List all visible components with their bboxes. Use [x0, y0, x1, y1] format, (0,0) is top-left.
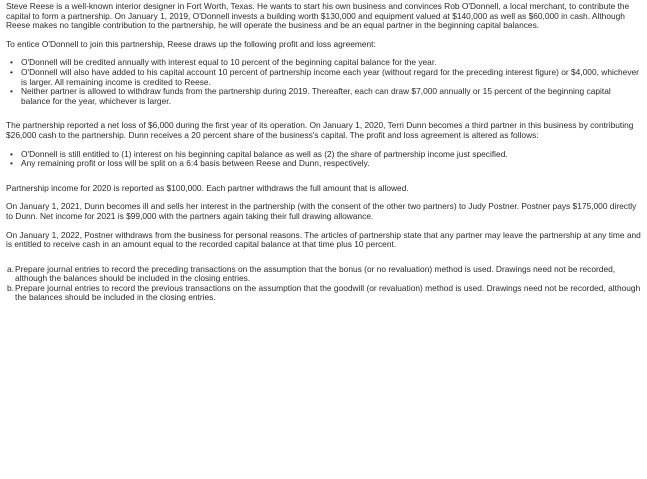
net-loss-paragraph: The partnership reported a net loss of $6,000 during the first year of its operation. On January 1, 2020, Terri Dunn becomes a third partner in this business by contributing $26,000 cash to the partnership. Dunn receives a 20 percent share of the business's capital. The profit and loss agreement is altered as follows:: [6, 120, 634, 140]
requirement-item: [7, 282, 641, 303]
postner-withdrawal-paragraph: On January 1, 2022, Postner withdraws from the business for personal reasons. The articles of partnership state that any partner may leave the partnership at any time and is entitled to receive cash in an amount equal to the recorded capital balance at that time plus 10 percent.: [6, 229, 641, 250]
list-item: • O'Donnell will also have added to his capital account 10 percent of partnership income each year (without regard for the preceding interest figure) or $4,000, whichever is larger. All remaining income is credited to Reese.: [21, 68, 641, 87]
list-item: • O'Donnell will be credited annually with interest equal to 10 percent of the beginning capital balance for the year.: [21, 58, 641, 68]
dunn-sale-paragraph: On January 1, 2021, Dunn becomes ill and sells her interest in the partnership (with the consent of the other two partners) to Judy Postner. Postner pays $175,000 directly to Dunn. Net income for 2021 is $99,000 with the partners again taking their full drawing allowance.: [6, 201, 637, 221]
requirement-marker: b.: [7, 282, 14, 293]
initial-agreement-list: [6, 58, 641, 106]
requirement-text: Prepare journal entries to record the previous transactions on the assumption that the goodwill (or revaluation) method is used. Drawings need not be recorded, although the balances should be included in the closing entries.: [15, 282, 641, 303]
agreement-intro-paragraph: To entice O'Donnell to join this partnership, Reese draws up the following profit and loss agreement:: [6, 38, 376, 49]
altered-agreement-list: [6, 150, 641, 169]
requirement-marker: a.: [7, 263, 14, 274]
list-item: • Neither partner is allowed to withdraw funds from the partnership during 2019. Thereafter, each can draw $7,000 annually or 15 percent of the beginning capital balance for the year, whichever is larger.: [21, 87, 641, 106]
intro-paragraph: Steve Reese is a well-known interior designer in Fort Worth, Texas. He wants to start his own business and convinces Rob O'Donnell, a local merchant, to contribute the capital to form a partnership. On January 1, 2019, O'Donnell invests a building worth $130,000 and equipment valued at $140,000 as well as $60,000 in cash. Although Reese makes no tangible contribution to the partnership, he will operate the business and be an equal partner in the beginning capital balances.: [6, 1, 630, 31]
list-item: • Any remaining profit or loss will be split on a 6:4 basis between Reese and Dunn, respectively.: [21, 159, 641, 169]
list-item: • O'Donnell is still entitled to (1) interest on his beginning capital balance as well as (2) the share of partnership income just specified.: [21, 150, 641, 160]
requirement-item: [7, 263, 641, 284]
income-2020-paragraph: Partnership income for 2020 is reported as $100,000. Each partner withdraws the full amount that is allowed.: [6, 182, 409, 193]
requirement-text: Prepare journal entries to record the preceding transactions on the assumption that the bonus (or no revaluation) method is used. Drawings need not be recorded, although the balances should be included in the closing entries.: [15, 263, 616, 284]
requirements-list: [6, 265, 641, 303]
